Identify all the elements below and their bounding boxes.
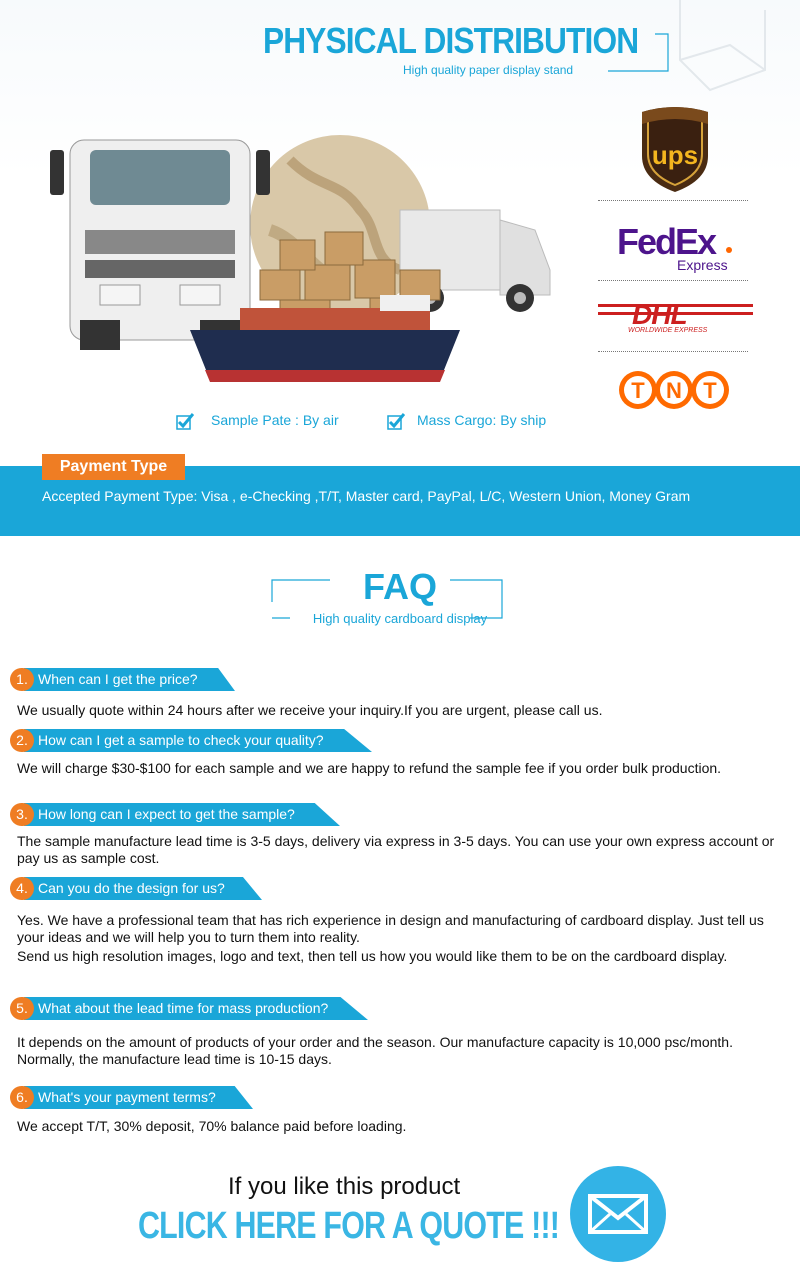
faq-question-text: When can I get the price? <box>38 671 198 687</box>
faq-answer-1: We usually quote within 24 hours after we receive your inquiry.If you are urgent, please call us. <box>17 702 603 718</box>
check-icon <box>387 412 405 430</box>
fedex-logo <box>617 220 737 280</box>
ups-logo <box>640 106 710 199</box>
box-outline-decoration <box>670 0 770 95</box>
fedex-express-text: Express <box>677 257 728 273</box>
faq-question-6 <box>10 1086 253 1109</box>
shipping-illustration <box>40 120 560 400</box>
faq-answer-6: We accept T/T, 30% deposit, 70% balance paid before loading. <box>17 1118 407 1134</box>
tnt-logo <box>618 367 738 418</box>
title-bracket <box>600 30 672 75</box>
physical-distribution-section <box>0 0 800 440</box>
faq-answer-4: Yes. We have a professional team that has rich experience in design and manufacturing of cardboard display. Just tell us your ideas and we will help you to turn them into reality. <box>17 912 764 945</box>
payment-type-tab: Payment Type <box>42 454 185 480</box>
faq-question-3 <box>10 803 340 826</box>
cta-prompt: If you like this product <box>228 1173 461 1200</box>
section-title: PHYSICAL DISTRIBUTION <box>263 20 639 61</box>
faq-question-1 <box>10 668 235 691</box>
faq-subtitle: High quality cardboard display <box>312 611 488 626</box>
faq-number: 5. <box>10 997 34 1020</box>
tnt-letter: T <box>631 378 645 403</box>
faq-number: 1. <box>10 668 34 691</box>
faq-question-text: Can you do the design for us? <box>38 880 225 896</box>
logo-divider <box>598 351 748 352</box>
logo-divider <box>598 200 748 201</box>
faq-question-text: What's your payment terms? <box>38 1089 216 1105</box>
dhl-sub: WORLDWIDE EXPRESS <box>628 327 708 334</box>
payment-types-text: Accepted Payment Type: Visa , e-Checking ,T/T, Master card, PayPal, L/C, Western Union, Money Gram <box>42 488 691 504</box>
faq-question-text: What about the lead time for mass production? <box>38 1000 329 1016</box>
section-subtitle: High quality paper display stand <box>403 63 574 77</box>
dhl-logo <box>598 296 758 341</box>
faq-answer-2: We will charge $30-$100 for each sample and we are happy to refund the sample fee if you order bulk production. <box>17 760 722 776</box>
faq-question-text: How long can I expect to get the sample? <box>38 806 295 822</box>
logo-divider <box>598 280 748 281</box>
faq-number: 2. <box>10 729 34 752</box>
faq-question-5 <box>10 997 368 1020</box>
check-icon <box>176 412 194 430</box>
faq-answer-3: The sample manufacture lead time is 3-5 days, delivery via express in 3-5 days. You can use your own express account or pay us as sample cost. <box>17 833 775 866</box>
faq-number: 4. <box>10 877 34 900</box>
envelope-icon <box>570 1166 666 1262</box>
faq-number: 6. <box>10 1086 34 1109</box>
fedex-text: FedEx <box>617 221 716 262</box>
faq-answer-4-continued: Send us high resolution images, logo and text, then tell us how you would like them to be on the cardboard display. <box>17 948 728 964</box>
shipping-option-ship: Mass Cargo: By ship <box>417 412 547 428</box>
faq-title: FAQ <box>362 566 437 607</box>
tnt-letter: T <box>703 378 717 403</box>
faq-question-4 <box>10 877 262 900</box>
tnt-letter: N <box>666 378 682 403</box>
faq-answer-5: It depends on the amount of products of your order and the season. Our manufacture capacity is 10,000 psc/month. Normally, the manufacture lead time is 10-15 days. <box>17 1034 733 1067</box>
shipping-option-air: Sample Pate : By air <box>211 412 339 428</box>
faq-question-text: How can I get a sample to check your quality? <box>38 732 324 748</box>
faq-number: 3. <box>10 803 34 826</box>
faq-question-2 <box>10 729 372 752</box>
ups-text: ups <box>651 140 699 170</box>
envelope-button[interactable] <box>570 1166 666 1262</box>
quote-link[interactable]: CLICK HERE FOR A QUOTE !!! <box>138 1205 560 1247</box>
dhl-text: DHL <box>632 299 687 330</box>
